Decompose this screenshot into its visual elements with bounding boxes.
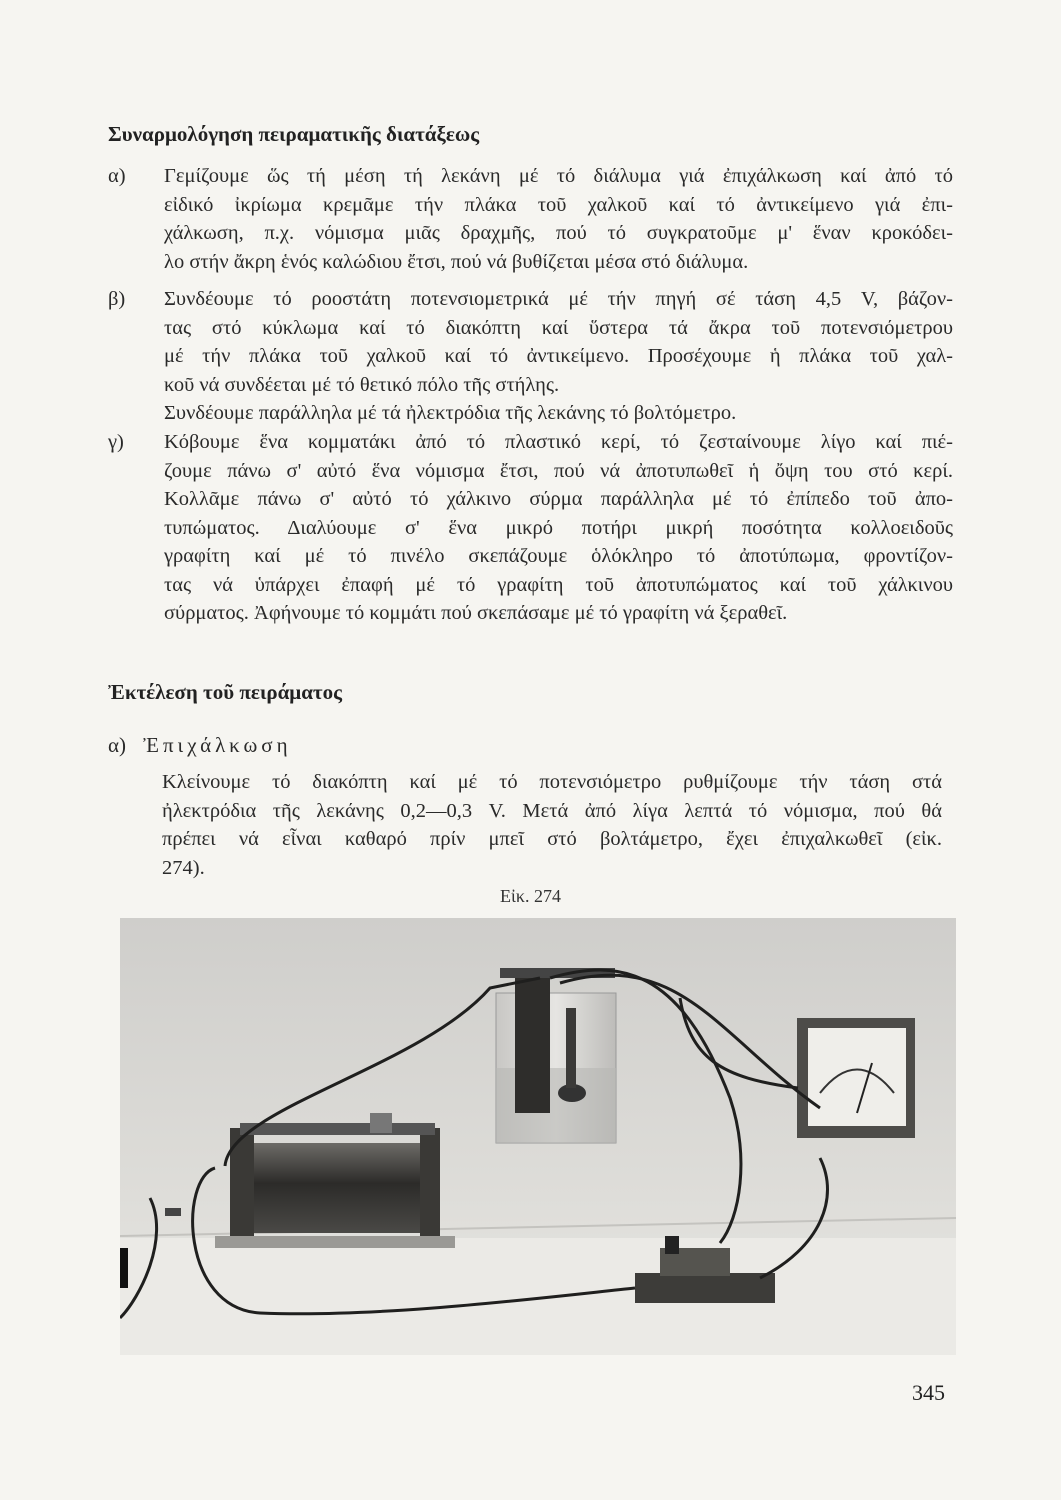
- text-line: 274).: [162, 856, 205, 879]
- section-heading-assembly: Συναρμολόγηση πειραματικῆς διατάξεως: [108, 122, 480, 146]
- text-line: τας νά ὑπάρχει ἐπαφή μέ τό γραφίτη τοῦ ἀποτυπώματος καί τοῦ χάλκινου: [164, 573, 953, 596]
- item-text: [164, 162, 953, 276]
- subsection-title: Ἐπιχάλκωση: [143, 733, 292, 757]
- text-line: εἰδικό ἰκρίωμα κρεμᾶμε τήν πλάκα τοῦ χαλκοῦ καί τό ἀντικείμενο γιά ἐπι-: [164, 193, 953, 216]
- text-line: Κολλᾶμε πάνω σ' αὐτό τό χάλκινο σύρμα παράλληλα μέ τό ἐπίπεδο τοῦ ἀπο-: [164, 488, 953, 510]
- voltmeter: [797, 1018, 915, 1138]
- text-line: Κόβουμε ἕνα κομματάκι ἀπό τό πλαστικό κερί, τό ζεσταίνουμε λίγο καί πιέ-: [164, 431, 953, 453]
- item-text: [164, 428, 953, 628]
- text-line: σύρματος. Ἀφήνουμε τό κομμάτι πού σκεπάσαμε μέ τό γραφίτη νά ξεραθεῖ.: [164, 602, 788, 624]
- item-marker: γ): [108, 431, 124, 453]
- electrolysis-beaker: [496, 968, 616, 1143]
- text-line: μέ τήν πλάκα τοῦ χαλκοῦ καί τό ἀντικείμενο. Προσέχουμε ἡ πλάκα τοῦ χαλ-: [164, 345, 953, 367]
- text-line: Γεμίζουμε ὥς τή μέση τή λεκάνη μέ τό διάλυμα γιά ἐπιχάλκωση καί ἀπό τό: [164, 165, 953, 187]
- text-line: λο στήν ἄκρη ἑνός καλώδιου ἔτσι, πού νά βυθίζεται μέσα στό διάλυμα.: [164, 250, 749, 273]
- experiment-photograph: [120, 918, 956, 1355]
- text-line: ἠλεκτρόδια τῆς λεκάνης 0,2—0,3 V. Μετά ἀπό λίγα λεπτά τό νόμισμα, πού θά: [162, 799, 942, 822]
- list-item-a: [108, 162, 953, 276]
- rheostat: [215, 1113, 455, 1248]
- section-heading-execution: Ἐκτέλεση τοῦ πειράματος: [108, 680, 342, 704]
- execution-paragraph: [162, 768, 942, 882]
- text-line: Συνδέουμε παράλληλα μέ τά ἠλεκτρόδια τῆς λεκάνης τό βολτόμετρο.: [164, 402, 737, 424]
- item-marker: α): [108, 165, 126, 187]
- text-line: χάλκωση, π.χ. νόμισμα μιᾶς δραχμῆς, πού τό συγκρατοῦμε μ' ἕναν κροκόδει-: [164, 222, 953, 244]
- text-line: Συνδέουμε τό ροοστάτη ποτενσιομετρικά μέ τήν πηγή σέ τάση 4,5 V, βάζον-: [164, 288, 953, 310]
- list-item-c: [108, 428, 953, 628]
- subsection-marker: α): [108, 733, 126, 757]
- figure-caption: Εἰκ. 274: [500, 886, 561, 906]
- text-line: κοῦ νά συνδέεται μέ τό θετικό πόλο τῆς στήλης.: [164, 373, 560, 396]
- subsection-heading: [108, 733, 292, 758]
- item-text: [164, 285, 953, 428]
- text-line: πρέπει νά εἶναι καθαρό πρίν μπεῖ στό βολτάμετρο, ἔχει ἐπιχαλκωθεῖ (εἰκ.: [162, 828, 942, 850]
- text-line: Κλείνουμε τό διακόπτη καί μέ τό ποτενσιόμετρο ρυθμίζουμε τήν τάση στά: [162, 771, 942, 793]
- text-line: ζουμε πάνω σ' αὐτό ἕνα νόμισμα ἔτσι, πού νά ἀποτυπωθεῖ ἡ ὄψη του στό κερί.: [164, 459, 953, 482]
- list-item-b: [108, 285, 953, 428]
- text-line: γραφίτη καί μέ τό πινέλο σκεπάζουμε ὁλόκληρο τό ἀποτύπωμα, φροντίζον-: [164, 545, 953, 567]
- experiment-photo-illustration: [120, 918, 956, 1355]
- text-line: τας στό κύκλωμα καί τό διακόπτη καί ὕστερα τά ἄκρα τοῦ ποτενσιόμετρου: [164, 316, 953, 339]
- text-line: τυπώματος. Διαλύουμε σ' ἕνα μικρό ποτήρι μικρή ποσότητα κολλοειδοῦς: [164, 516, 953, 539]
- page-number: 345: [912, 1380, 945, 1405]
- item-marker: β): [108, 288, 126, 310]
